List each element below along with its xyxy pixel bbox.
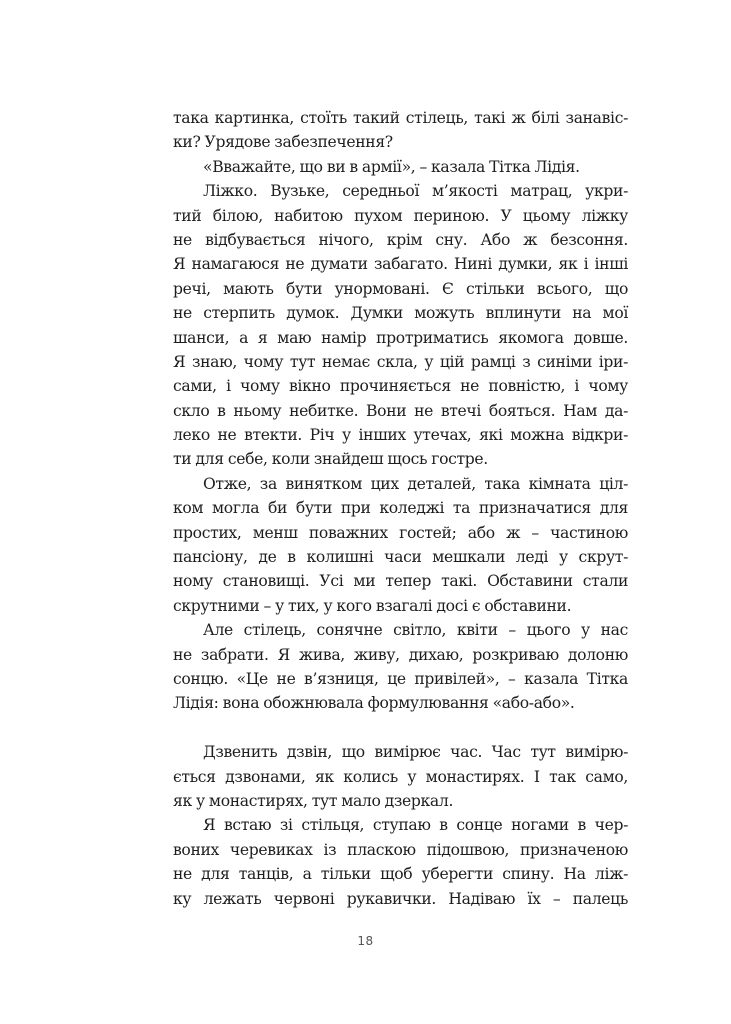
text-line: пансіону, де в колишні часи мешкали леді у скрут- <box>173 548 628 567</box>
page-number: 18 <box>357 934 374 948</box>
paragraph <box>173 106 628 155</box>
text-line: як у монастирях, тут мало дзеркал. <box>173 791 454 810</box>
text-line: шанси, а я маю намір протриматись якомога довше. <box>173 328 628 347</box>
text-line: не для танців, а тільки щоб уберегти спину. На ліж- <box>173 865 628 884</box>
text-line: скрутними – у тих, у кого взагалі досі є обставини. <box>173 596 572 615</box>
text-line: ється дзвонами, як колись у монастирях. І так само, <box>173 767 628 786</box>
text-line: Я встаю зі стільця, ступаю в сонце ногами в чер- <box>203 816 628 835</box>
text-line: скло в ньому небитке. Вони не втечі бояться. Нам да- <box>173 401 628 420</box>
text-line: Я намагаюся не думати забагато. Нині думки, як і інші <box>173 255 628 274</box>
paragraph <box>173 155 628 179</box>
text-line: ному становищі. Усі ми тепер такі. Обставини стали <box>173 572 628 591</box>
text-line: ки? Урядове забезпечення? <box>173 133 393 152</box>
paragraph <box>173 813 628 911</box>
text-line: речі, мають бути унормовані. Є стільки всього, що <box>173 279 628 298</box>
text-line: не стерпить думок. Думки можуть вплинути на мої <box>173 304 628 323</box>
text-line: сонцю. «Це не в’язниця, це привілей», – казала Тітка <box>173 669 628 688</box>
text-line: простих, менш поважних гостей; або ж – частиною <box>173 523 628 542</box>
text-line: не забрати. Я жива, живу, дихаю, розкриваю долоню <box>173 645 628 664</box>
text-line: ку лежать червоні рукавички. Надіваю їх – палець <box>173 889 628 908</box>
paragraph <box>173 740 628 813</box>
text-line: Я знаю, чому тут немає скла, у цій рамці з синіми іри- <box>173 352 628 371</box>
paragraph <box>173 618 628 716</box>
paragraph <box>173 472 628 618</box>
text-line: така картинка, стоїть такий стілець, такі ж білі занавіс- <box>173 109 628 127</box>
text-line: «Вважайте, що ви в армії», – казала Тітка Лідія. <box>203 157 580 176</box>
text-line: Дзвенить дзвін, що вимірює час. Час тут вимірю- <box>203 743 628 762</box>
text-line: тий білою, набитою пухом периною. У цьому ліжку <box>173 206 628 225</box>
text-line: Отже, за винятком цих деталей, така кімната ціл- <box>203 474 628 493</box>
text-line: воних черевиках із пласкою підошвою, призначеною <box>173 840 628 859</box>
body-text <box>173 106 628 911</box>
text-line: ти для себе, коли знайдеш щось гостре. <box>173 450 488 469</box>
paragraph <box>173 179 628 472</box>
text-line: леко не втекти. Річ у інших утечах, які можна відкри- <box>173 426 628 445</box>
text-line: Але стілець, сонячне світло, квіти – цього у нас <box>203 621 628 640</box>
text-line: Ліжко. Вузьке, середньої м’якості матрац, укри- <box>203 182 628 201</box>
text-line: сами, і чому вікно прочиняється не повністю, і чому <box>173 377 628 396</box>
text-line: не відбувається нічого, крім сну. Або ж безсоння. <box>173 230 628 249</box>
text-line: ком могла би бути при коледжі та призначатися для <box>173 499 628 518</box>
text-line: Лідія: вона обожнювала формулювання «або-або». <box>173 694 575 713</box>
section-break <box>173 716 628 740</box>
